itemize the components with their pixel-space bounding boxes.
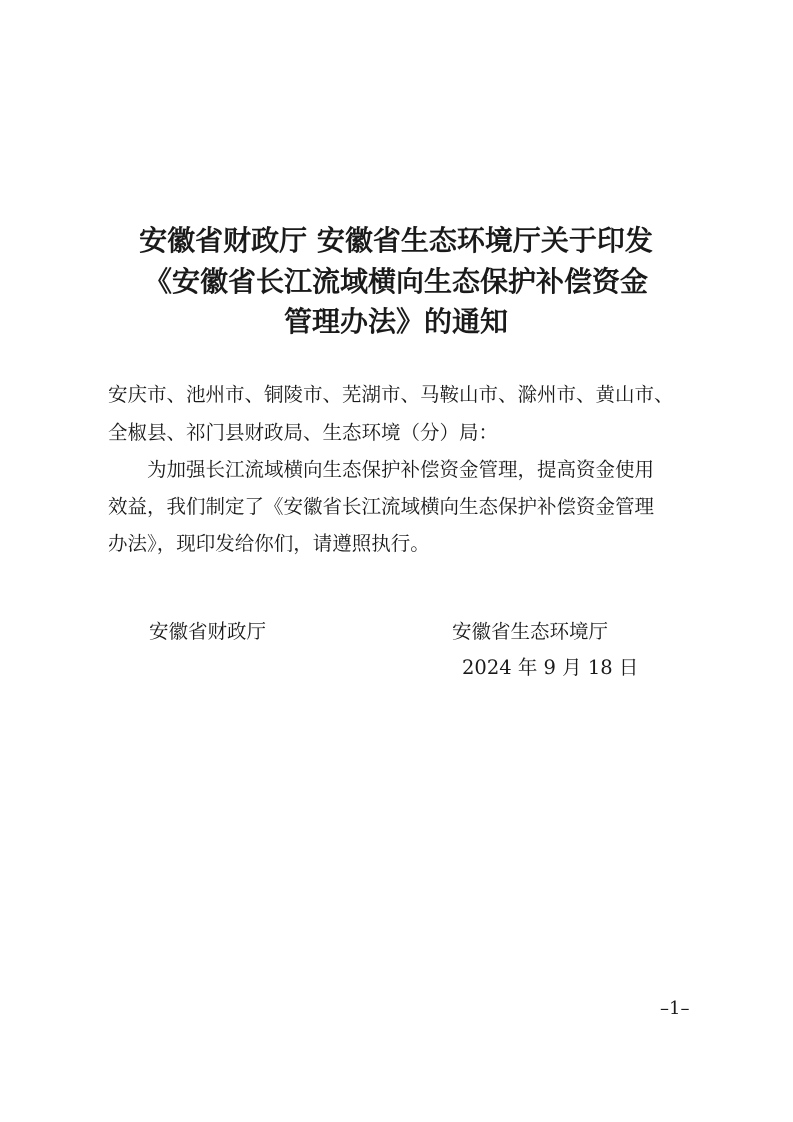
document-title-line-2: 《安徽省长江流域横向生态保护补偿资金: [143, 265, 648, 298]
document-title-line-3: 管理办法》的通知: [283, 305, 508, 338]
issue-date: 2024 年 9 月 18 日: [462, 656, 639, 679]
recipients-line-2: 全椒县、祁门县财政局、生态环境（分）局：: [108, 421, 499, 444]
body-paragraph-line-1: 为加强长江流域横向生态保护补偿资金管理，提高资金使用: [147, 458, 655, 481]
document-title-line-1: 安徽省财政厅 安徽省生态环境厅关于印发: [139, 224, 653, 257]
signature-finance-department: 安徽省财政厅: [149, 620, 267, 643]
body-paragraph-line-2: 效益，我们制定了《安徽省长江流域横向生态保护补偿资金管理: [108, 495, 655, 518]
body-paragraph-line-3: 办法》，现印发给你们，请遵照执行。: [108, 532, 430, 555]
recipients-line-1: 安庆市、池州市、铜陵市、芜湖市、马鞍山市、滁州市、黄山市、: [108, 383, 674, 406]
page-number: –1–: [660, 998, 690, 1019]
signature-ecology-environment-department: 安徽省生态环境厅: [452, 620, 609, 643]
